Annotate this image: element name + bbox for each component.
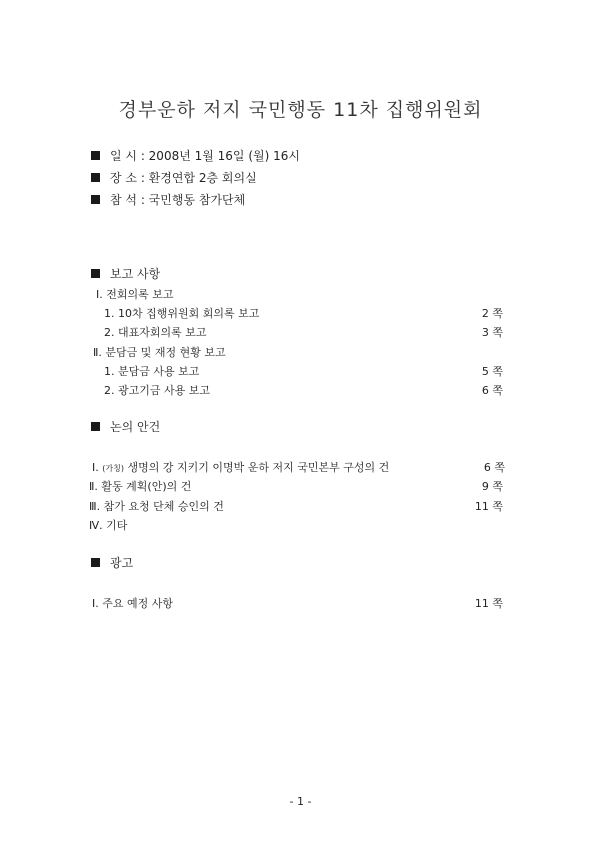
discussion-item-3-page: 11 쪽	[474, 500, 503, 513]
square-bullet-icon	[91, 173, 100, 182]
report-item-2-2-page: 6 쪽	[481, 384, 503, 397]
discussion-item-3-num: Ⅲ.	[89, 500, 101, 513]
discussion-item-1-num: Ⅰ.	[92, 461, 99, 474]
meeting-place-label: 장 소	[110, 171, 137, 185]
report-item-1-2: 2. 대표자회의록 보고	[104, 326, 207, 339]
discussion-item-2-page: 9 쪽	[481, 480, 503, 493]
meeting-date-value: 2008년 1월 16일 (월) 16시	[148, 149, 300, 163]
report-heading	[91, 265, 160, 282]
page-number: - 1 -	[289, 795, 312, 808]
meeting-attendees-line: 참 석 : 국민행동 참가단체	[91, 191, 245, 208]
discussion-item-4	[89, 517, 127, 533]
notice-item-1: Ⅰ. 주요 예정 사항	[92, 597, 173, 610]
notice-item-1-page: 11 쪽	[474, 597, 503, 610]
discussion-item-2-num: Ⅱ.	[89, 480, 98, 493]
square-bullet-icon	[91, 151, 100, 160]
report-heading-text: 보고 사항	[110, 267, 161, 281]
report-item-1-1-page: 2 쪽	[481, 307, 503, 320]
meeting-attendees-value: 국민행동 참가단체	[148, 193, 246, 207]
meeting-place-line: 장 소 : 환경연합 2층 회의실	[91, 169, 257, 186]
report-item-2-1: 1. 분담금 사용 보고	[104, 365, 200, 378]
discussion-item-1	[92, 459, 389, 475]
discussion-item-1-page: 6 쪽	[483, 461, 505, 474]
report-item-1-2-page: 3 쪽	[481, 326, 503, 339]
discussion-item-1-prefix: (가칭)	[102, 464, 124, 473]
discussion-item-3	[89, 498, 224, 514]
discussion-item-1-label: 생명의 강 지키기 이명박 운하 저지 국민본부 구성의 건	[127, 461, 390, 474]
meeting-date-line: 일 시 : 2008년 1월 16일 (월) 16시	[91, 147, 300, 164]
meeting-attendees-label: 참 석	[110, 193, 137, 207]
discussion-item-4-label: 기타	[106, 519, 128, 532]
notice-heading	[91, 554, 133, 571]
square-bullet-icon	[91, 195, 100, 204]
document-title: 경부운하 저지 국민행동 11차 집행위원회	[118, 99, 483, 121]
discussion-item-2	[89, 478, 191, 494]
notice-heading-text: 광고	[110, 556, 134, 570]
meeting-place-value: 환경연합 2층 회의실	[148, 171, 257, 185]
discussion-heading-text: 논의 안건	[110, 420, 161, 434]
report-item-2-1-page: 5 쪽	[481, 365, 503, 378]
report-item-2-2: 2. 광고기금 사용 보고	[104, 384, 210, 397]
meeting-date-label: 일 시	[110, 149, 137, 163]
discussion-item-4-num: Ⅳ.	[89, 519, 103, 532]
discussion-item-3-label: 참가 요청 단체 승인의 건	[103, 500, 224, 513]
square-bullet-icon	[91, 422, 100, 431]
report-item-1-1: 1. 10차 집행위원회 회의록 보고	[104, 307, 260, 320]
report-group-2: Ⅱ. 분담금 및 재정 현황 보고	[93, 346, 226, 359]
discussion-item-2-label: 활동 계획(안)의 건	[101, 480, 192, 493]
square-bullet-icon	[91, 269, 100, 278]
discussion-heading	[91, 418, 160, 435]
report-group-1: Ⅰ. 전회의록 보고	[96, 288, 174, 301]
square-bullet-icon	[91, 558, 100, 567]
